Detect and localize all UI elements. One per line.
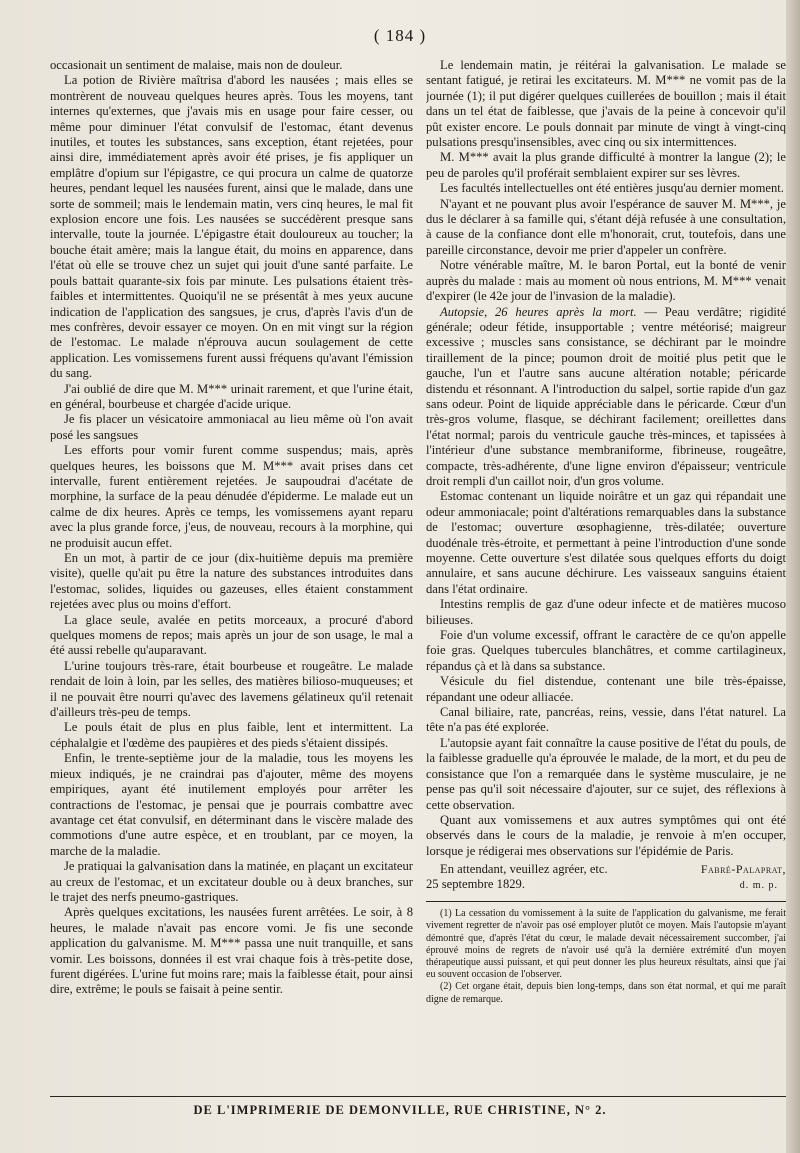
right-column-paragraph xyxy=(426,197,786,259)
right-column-paragraph xyxy=(426,58,786,150)
right-column-paragraph xyxy=(426,150,786,181)
page-number: ( 184 ) xyxy=(373,26,427,45)
right-column-paragraph-text: L'autopsie ayant fait connaître la cause positive de l'état du pouls, de la faiblesse graduelle qu'a éprouvée le malade, de la mort, et du peu de consistance que l'on a remarquée dans le système musculaire, je ne pense pas qu'il soit nécessaire d'ajouter, sur ce sujet, des réflexions à cette observation. xyxy=(426,735,786,812)
footnote-separator xyxy=(426,901,786,902)
right-column-paragraph xyxy=(426,181,786,196)
signoff-date: 25 septembre 1829. xyxy=(426,877,525,892)
left-column-paragraph-text: occasionait un sentiment de malaise, mais non de douleur. xyxy=(50,58,343,72)
right-column-paragraph xyxy=(426,674,786,705)
left-column-paragraph xyxy=(50,551,413,613)
right-column-paragraph xyxy=(426,305,786,490)
right-column-paragraph xyxy=(426,628,786,674)
left-column-paragraph xyxy=(50,613,413,659)
right-column-paragraph-text: M. M*** avait la plus grande difficulté à montrer la langue (2); le peu de paroles qu'il proférait semblaient expirer sur ses lèvres. xyxy=(426,150,786,180)
left-column-paragraph-text: Enfin, le trente-septième jour de la maladie, tous les moyens les mieux indiqués, je ne craindrai pas d'ajouter, même des moyens empiriques, ayant été inutilement employés pour arrêter les contractions de l'estomac, je pensai que je pourrais combattre avec avantage cet état convulsif, en déterminant dans le viscère malade des commotions d'une autre espèce, et en troublant, par ce moyen, la marche de la maladie. xyxy=(50,751,413,858)
right-column-paragraph-text: N'ayant et ne pouvant plus avoir l'espérance de sauver M. M***, je dus le déclarer à sa famille qui, s'étant déjà refusée à une consultation, à cause de la confiance dont elle m'honorait, crut, toutefois, dans une pareille circonstance, devoir me prier d'appeler un confrère. xyxy=(426,196,786,257)
left-column-paragraph-text: L'urine toujours très-rare, était bourbeuse et rougeâtre. Le malade rendait de loin à loin, par les selles, des matières bilioso-muqueuses; et il ne pouvait être nourri qu'avec des lavemens gélatineux qu'il retenait d'ailleurs très-peu de temps. xyxy=(50,658,413,720)
left-column-paragraph-text: Le pouls était de plus en plus faible, lent et intermittent. La céphalalgie et l'œdème des paupières et des pieds s'étaient dissipés. xyxy=(50,720,413,750)
right-column-paragraph-text: Estomac contenant un liquide noirâtre et un gaz qui répandait une odeur ammoniacale; point d'altérations remarquables dans la substance de l'estomac; ouverture œsophagienne, très-dilatée; ouverture duodénale très-étroite, et permettant à peine l'introduction d'une sonde moyenne. Cette ouverture s'est dilatée sous quelques efforts du doigt annulaire, et sans aucune déchirure. Les vaisseaux sanguins étaient dans l'état ordinaire. xyxy=(426,489,786,596)
autopsy-heading: Autopsie, 26 heures après la mort. xyxy=(440,304,637,319)
page-edge xyxy=(786,0,800,1153)
footnotes xyxy=(426,908,786,1006)
right-column-paragraph-text: Quant aux vomissemens et aux autres symptômes qui ont été observés dans le cours de la maladie, je renvoie à m'en occuper, lorsque je rédigerai mes observations sur l'épidémie de Paris. xyxy=(426,812,786,858)
left-column-paragraph-text: En un mot, à partir de ce jour (dix-huitième depuis ma première visite), quelle qu'ait pu être la nature des substances introduites dans l'estomac, solides, liquides ou gazeuses, elles étaient constamment rejetées avec plus ou moins d'effort. xyxy=(50,551,413,612)
left-column-paragraph xyxy=(50,58,413,73)
left-column-paragraph xyxy=(50,659,413,721)
right-column-paragraph-text: Notre vénérable maître, M. le baron Portal, eut la bonté de venir auprès du malade : mais au moment où nous entrions, M. M*** venait d'expirer (le 42e jour de l'invasion de la maladie). xyxy=(426,258,786,304)
printer-imprint: DE L'IMPRIMERIE DE DEMONVILLE, RUE CHRISTINE, N° 2. xyxy=(193,1103,607,1117)
signoff xyxy=(426,862,786,893)
left-column-paragraph xyxy=(50,751,413,859)
right-column-paragraph xyxy=(426,597,786,628)
signoff-signature-block xyxy=(700,862,786,893)
signature-initials: d. m. p. xyxy=(739,880,778,892)
right-column-paragraph-text: Intestins remplis de gaz d'une odeur infecte et de matières mucoso bilieuses. xyxy=(426,597,786,627)
left-column-paragraph-text: J'ai oublié de dire que M. M*** urinait rarement, et que l'urine était, en général, bourbeuse et chargée d'acide urique. xyxy=(50,381,413,411)
footnote: (2) Cet organe était, depuis bien long-temps, dans son état normal, et qui me paraît digne de remarque. xyxy=(426,981,786,1005)
left-column-paragraph-text: La glace seule, avalée en petits morceaux, a procuré d'abord quelques momens de repos; mais après un jour de son usage, le mal a été aussi rebelle qu'auparavant. xyxy=(50,612,413,658)
right-column-paragraph xyxy=(426,736,786,813)
signature: Fabré-Palaprat, xyxy=(700,862,786,877)
left-column-paragraph-text: La potion de Rivière maîtrisa d'abord les nausées ; mais elles se montrèrent de nouveau quelques heures après. Tous les moyens, tant internes qu'externes, que j'avais mis en usage pour faire cesser, ou même pour diminuer l'état convulsif de l'estomac, étant devenus inutiles, et toutes les substances, sans exception, étant rejetées, pour ainsi dire, immédiatement après avoir été prises, je fis appliquer un emplâtre d'opium sur l'épigastre, ce qui procura un calme de quatorze heures, pendant lequel les nausées furent, ainsi que le malade, dans une sorte de sommeil; mais le lendemain matin, vers cinq heures, le mal fit explosion encore une fois. Les nausées se succédèrent presque sans intervalle, toute la journée. L'épigastre était douloureux au toucher; la bouche était amère; mais la langue était, du moins en apparence, dans l'état où elle se trouve chez un sujet qui jouit d'une santé parfaite. Le pouls battait quarante-six fois par minute. Les pulsations étaient très-faibles et intermittentes. Quoiqu'il ne se présentât à mes yeux aucune indication de l'application des sangsues, je crus, d'après l'avis d'un de mes confrères, devoir essayer ce moyen. On en mit vingt sur la région de l'estomac. Le malade n'éprouva aucun soulagement de cette application. Les vomissemens furent aussi fréquens qu'avant l'émission du sang. xyxy=(50,73,413,381)
left-column xyxy=(50,58,413,1086)
right-column-paragraph xyxy=(426,489,786,597)
bottom-rule xyxy=(50,1096,786,1097)
right-column-body xyxy=(426,58,786,859)
left-column-paragraph-text: Je fis placer un vésicatoire ammoniacal au lieu même où l'on avait posé les sangsues xyxy=(50,412,413,442)
right-column-paragraph-text: Les facultés intellectuelles ont été entières jusqu'au dernier moment. xyxy=(440,181,784,196)
left-column-paragraph-text: Après quelques excitations, les nausées furent arrêtées. Le soir, à 8 heures, le malade n'avait pas encore vomi. Je fis une seconde application du galvanisme. M. M*** passa une nuit tranquille, et sans vomir. Les boissons, données il est vrai chaque fois à très-petite dose, furent digérées. L'urine fut moins rare; mais la faiblesse était, pour ainsi dire, extrême; le pouls se faisait à peine sentir. xyxy=(50,905,413,997)
left-column-paragraph xyxy=(50,720,413,751)
left-column-paragraph xyxy=(50,412,413,443)
footnote: (1) La cessation du vomissement à la suite de l'application du galvanisme, me ferait vivement regretter de n'avoir pas osé employer plutôt ce moyen. Mais l'autopsie m'ayant démontré que, d'après l'état du cœur, le malade devait nécessairement succomber, j'ai éprouvé moins de regrets de n'avoir usé qu'à la dernière extrémité d'un moyen thérapeutique aussi puissant, et qui peut donner les plus heureux résultats, ainsi que j'ai eu souvent occasion de l'observer. xyxy=(426,908,786,981)
right-column-paragraph-text: Le lendemain matin, je réitérai la galvanisation. Le malade se sentant fatigué, je retirai les excitateurs. M. M*** ne vomit pas de la journée (1); il put digérer quelques cuillerées de bouillon ; mais il était dans un tel état de faiblesse, que j'avais de la peine à concevoir qu'il pût exister encore. Le pouls donnait par minute de vingt à vingt-cinq pulsations presqu'insensibles, avec cinq ou six intermittences. xyxy=(426,58,786,150)
right-column-paragraph-text: Canal biliaire, rate, pancréas, reins, vessie, dans l'état naturel. La tête n'a pas été explorée. xyxy=(426,705,786,735)
right-column-paragraph xyxy=(426,258,786,304)
left-column-paragraph xyxy=(50,443,413,551)
left-column-paragraph-text: Je pratiquai la galvanisation dans la matinée, en plaçant un excitateur au creux de l'estomac, et un excitateur double ou à deux branches, sur le trajet des nerfs pneumo-gastriques. xyxy=(50,859,413,904)
right-column-paragraph-text: Foie d'un volume excessif, offrant le caractère de ce qu'on appelle foie gras. Quelques tubercules blanchâtres, et comme cartilagineux, répandus çà et là dans sa substance. xyxy=(426,628,786,673)
signoff-line: En attendant, veuillez agréer, etc. xyxy=(440,862,608,877)
right-column-paragraph-text: Vésicule du fiel distendue, contenant une bile très-épaisse, répandant une odeur alliacée. xyxy=(426,674,786,704)
left-column-paragraph xyxy=(50,905,413,997)
left-column-paragraph xyxy=(50,382,413,413)
left-column-paragraph xyxy=(50,859,413,905)
left-column-paragraph xyxy=(50,73,413,381)
right-column-paragraph xyxy=(426,813,786,859)
right-column-paragraph-text: — Peau verdâtre; rigidité générale; odeur fétide, insupportable ; ventre météorisé; maigreur excessive ; muscles sans consistance, se déchirant par le moindre tiraillement de la pince; poumon droit de moitié plus petit que le gauche, l'un et l'autre sans aucune altération notable; péricarde distendu et résonnant. A l'introduction du salpel, sortie rapide d'un gaz sans odeur. Point de liquide appréciable dans le péricarde. Cœur d'un très-gros volume, flasque, se déchirant facilement; oreillettes dans l'état normal; parois du ventricule gauche très-minces, et tapissées à l'intérieur d'une substance membraniforme, fibrineuse, rougeâtre, compacte, très-adhérente, d'une ligne environ d'épaisseur; ventricule droit rempli d'un caillot noir, d'un gros volume. xyxy=(426,304,786,488)
left-column-paragraph-text: Les efforts pour vomir furent comme suspendus; mais, après quelques heures, les boissons que M. M*** avait prises dans cet intervalle, furent entièrement rejetées. Je saupoudrai d'acétate de morphine, la surface de la peau dénudée d'épiderme. Le malade eut un calme de dix heures. Après ce temps, les vomissemens ayant reparu avec la plus grande force, j'eus, de nouveau, recours à la morphine, qui ne produisit aucun effet. xyxy=(50,443,413,550)
right-column xyxy=(426,58,786,1112)
right-column-paragraph xyxy=(426,705,786,736)
